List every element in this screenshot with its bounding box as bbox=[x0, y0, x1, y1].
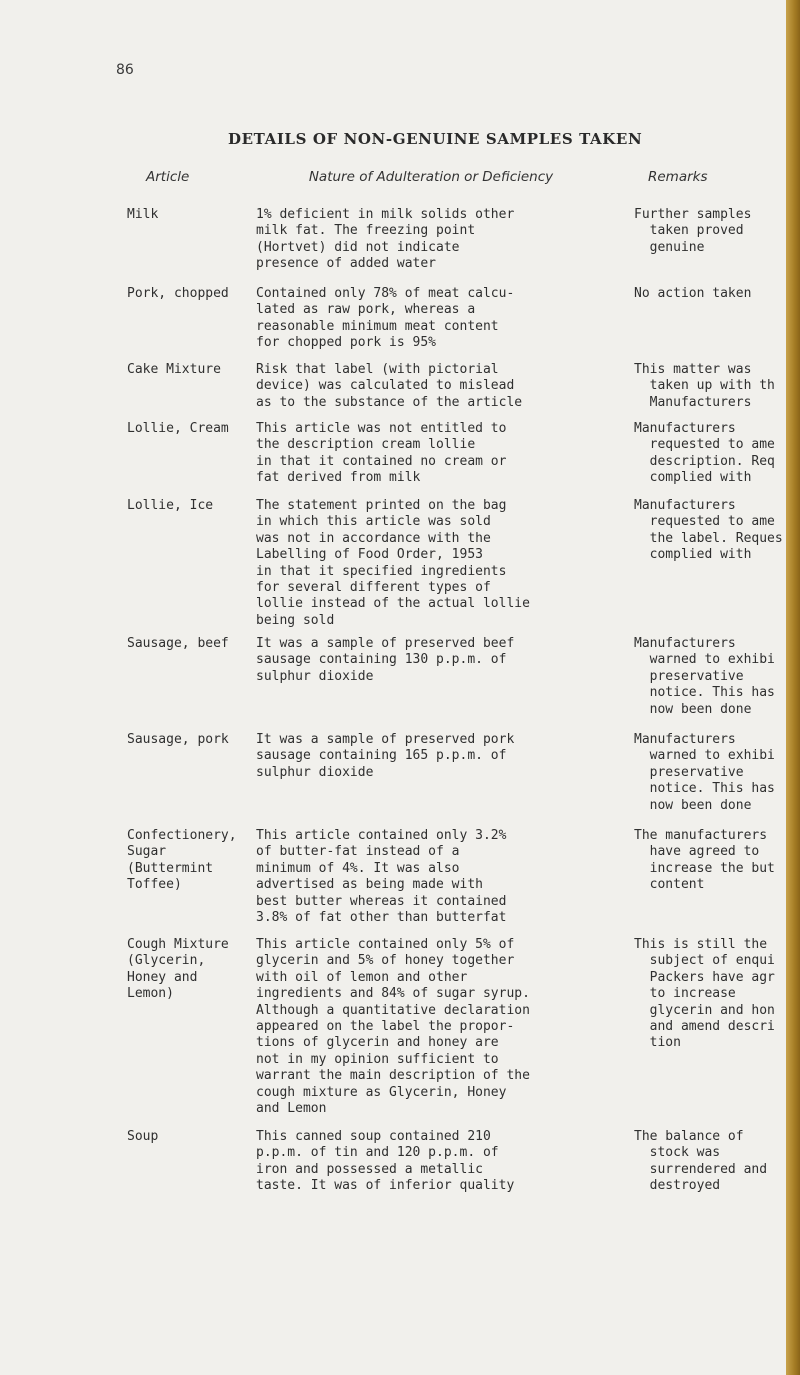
remarks-cell: The manufacturers have agreed to increase the but content bbox=[634, 828, 775, 893]
nature-cell: The statement printed on the bag in which this article was sold was not in accordance with the Labelling of Food Order, 1953 in that it specified ingredients for several different types of lollie instead of the actual lollie being sold bbox=[256, 498, 530, 628]
article-cell: Cake Mixture bbox=[127, 362, 221, 377]
nature-cell: Risk that label (with pictorial device) was calculated to mislead as to the substance of the article bbox=[256, 362, 523, 410]
nature-cell: Contained only 78% of meat calcu- lated as raw pork, whereas a reasonable minimum meat content for chopped pork is 95% bbox=[256, 286, 515, 351]
article-cell: Lollie, Cream bbox=[127, 421, 229, 436]
article-cell: Confectionery, Sugar (Buttermint Toffee) bbox=[127, 828, 237, 893]
remarks-cell: Manufacturers warned to exhibi preservative notice. This has now been done bbox=[634, 636, 775, 717]
page-number: 86 bbox=[116, 62, 134, 78]
article-cell: Milk bbox=[127, 207, 159, 222]
nature-cell: This article contained only 5% of glycerin and 5% of honey together with oil of lemon and other ingredients and 84% of sugar syrup. Although a quantitative declaration appeared on the label the propor- tions of glycerin and honey are not in my opinion sufficient to warrant the main description of the cough mixture as Glycerin, Honey and Lemon bbox=[256, 937, 530, 1117]
column-header-remarks: Remarks bbox=[648, 169, 708, 185]
article-cell: Cough Mixture (Glycerin, Honey and Lemon) bbox=[127, 937, 229, 1002]
article-cell: Sausage, beef bbox=[127, 636, 229, 651]
remarks-cell: Manufacturers requested to ame description. Req complied with bbox=[634, 421, 775, 486]
page-title: DETAILS OF NON-GENUINE SAMPLES TAKEN bbox=[228, 130, 643, 148]
column-header-nature: Nature of Adulteration or Deficiency bbox=[308, 169, 554, 185]
nature-cell: This article was not entitled to the description cream lollie in that it contained no cream or fat derived from milk bbox=[256, 421, 507, 486]
remarks-cell: Manufacturers warned to exhibi preservative notice. This has now been done bbox=[634, 732, 775, 813]
nature-cell: This canned soup contained 210 p.p.m. of tin and 120 p.p.m. of iron and possessed a metallic taste. It was of inferior quality bbox=[256, 1129, 515, 1194]
nature-cell: It was a sample of preserved beef sausage containing 130 p.p.m. of sulphur dioxide bbox=[256, 636, 515, 684]
article-cell: Pork, chopped bbox=[127, 286, 229, 301]
nature-cell: 1% deficient in milk solids other milk fat. The freezing point (Hortvet) did not indicate presence of added water bbox=[256, 207, 515, 272]
article-cell: Sausage, pork bbox=[127, 732, 229, 747]
article-cell: Lollie, Ice bbox=[127, 498, 214, 513]
column-header-article: Article bbox=[146, 169, 190, 185]
remarks-cell: Manufacturers requested to ame the label. Reques complied with bbox=[634, 498, 783, 563]
remarks-cell: This matter was taken up with th Manufacturers bbox=[634, 362, 775, 410]
remarks-cell: No action taken bbox=[634, 286, 752, 301]
article-cell: Soup bbox=[127, 1129, 159, 1144]
nature-cell: It was a sample of preserved pork sausage containing 165 p.p.m. of sulphur dioxide bbox=[256, 732, 515, 780]
nature-cell: This article contained only 3.2% of butter-fat instead of a minimum of 4%. It was also advertised as being made with best butter whereas it contained 3.8% of fat other than butterfat bbox=[256, 828, 507, 926]
remarks-cell: Further samples taken proved genuine bbox=[634, 207, 752, 255]
remarks-cell: The balance of stock was surrendered and destroyed bbox=[634, 1129, 768, 1194]
remarks-cell: This is still the subject of enqui Packers have agr to increase glycerin and hon and amend descri tion bbox=[634, 937, 775, 1051]
